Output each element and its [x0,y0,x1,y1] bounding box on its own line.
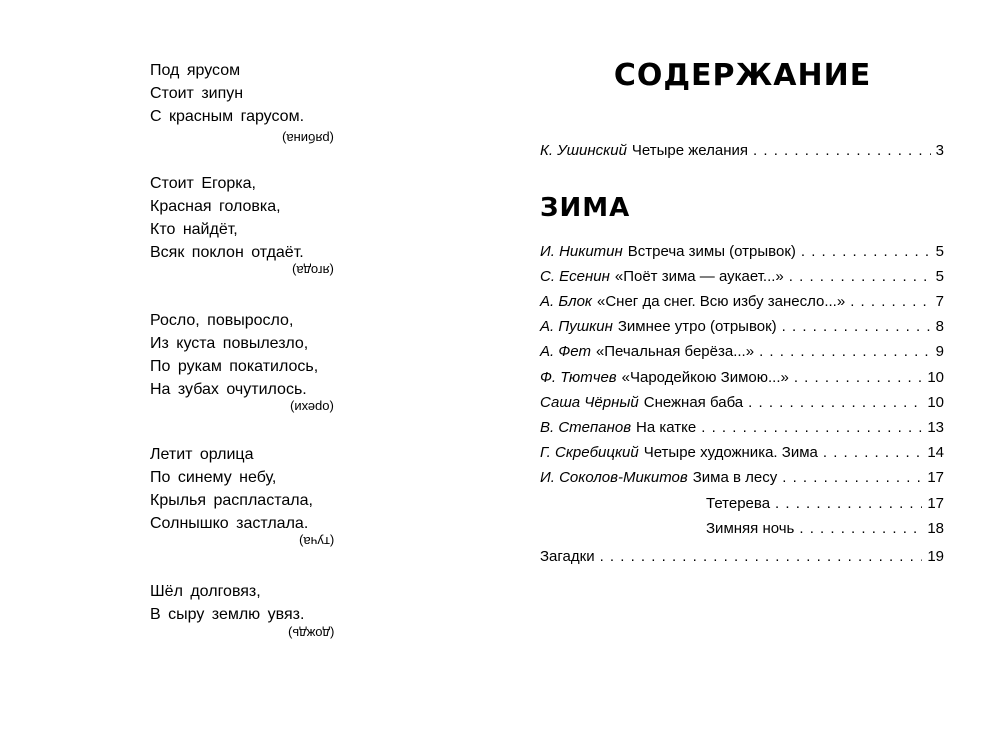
toc-leader [782,466,922,490]
toc-leader [782,315,931,339]
section-heading: ЗИМА [540,193,631,223]
toc-title-text: Загадки [540,548,595,565]
toc-leader [801,240,931,264]
riddle-4 [150,443,350,549]
toc-leader [850,290,930,314]
toc-author: А. Блок [540,293,592,310]
toc-leader [799,517,922,541]
toc-entry[interactable] [540,315,944,339]
toc-title-text: «Чародейкою Зимою...» [621,369,789,386]
riddle-line: Стоит Егорка, [150,175,256,192]
riddle-line: По рукам покатилось, [150,358,319,375]
toc-entry[interactable] [540,545,944,569]
toc-leader [794,366,922,390]
toc-author: В. Степанов [540,419,632,436]
toc-leader [701,416,922,440]
toc-page-number: 5 [935,243,944,260]
toc-title-text: «Снег да снег. Всю избу занесло...» [597,293,846,310]
toc-author: К. Ушинский [540,142,627,159]
riddle-line: На зубах очутилось. [150,381,307,398]
riddle-line: По синему небу, [150,469,277,486]
riddle-line: Летит орлица [150,446,254,463]
toc-author: Ф. Тютчев [540,369,617,386]
riddle-line: Стоит зипун [150,85,244,102]
toc-entry[interactable] [540,416,944,440]
toc-leader [759,340,931,364]
riddle-answer: (орехи) [290,400,334,415]
riddle-answer: (ягода) [292,263,334,278]
toc-author: И. Соколов-Микитов [540,469,688,486]
toc-title-text: Четыре желания [631,142,749,159]
toc-author: А. Фет [540,343,591,360]
riddle-answer: (дождь) [287,626,334,641]
toc-entry[interactable] [540,290,944,314]
toc-entry[interactable] [706,517,944,541]
toc-leader [753,139,931,163]
riddle-answer: (туча) [298,534,334,549]
riddle-line: В сыру землю увяз. [150,606,305,623]
riddle-answer: (рябина) [282,131,334,146]
toc-leader [775,492,922,516]
toc-page-number: 17 [927,469,944,486]
toc-title-text: Зимнее утро (отрывок) [617,318,777,335]
toc-author: А. Пушкин [540,318,613,335]
toc-entry[interactable] [706,492,944,516]
toc-entry[interactable] [540,139,944,163]
riddle-line: Крылья распластала, [150,492,313,509]
toc-entry[interactable] [540,391,944,415]
toc-title-text: На катке [636,419,697,436]
riddle-3 [150,309,350,415]
riddle-5 [150,580,350,641]
riddle-line: С красным гарусом. [150,108,305,125]
toc-title-text: Тетерева [706,495,771,512]
toc-author: С. Есенин [540,268,610,285]
riddle-line: Всяк поклон отдаёт. [150,244,304,261]
toc-entry[interactable] [540,366,944,390]
toc-title-text: Зимняя ночь [706,520,795,537]
toc-entry[interactable] [540,441,944,465]
toc-page-number: 8 [935,318,944,335]
toc-author: И. Никитин [540,243,623,260]
toc-page-number: 13 [927,419,944,436]
toc-page-number: 10 [927,394,944,411]
toc-title-text: «Печальная берёза...» [595,343,755,360]
riddle-line: Кто найдёт, [150,221,238,238]
toc-page-number: 3 [935,142,944,159]
toc-author: Г. Скребицкий [540,444,639,461]
toc-page-number: 14 [927,444,944,461]
toc-entry[interactable] [540,265,944,289]
toc-title-text: «Поёт зима — аукает...» [614,268,784,285]
riddle-line: Красная головка, [150,198,281,215]
toc-entry[interactable] [540,340,944,364]
toc-title-text: Зима в лесу [692,469,778,486]
toc-leader [600,545,923,569]
toc-page-number: 10 [927,369,944,386]
riddle-1 [150,59,350,146]
toc-page-number: 9 [935,343,944,360]
riddle-line: Из куста повылезло, [150,335,309,352]
toc-page-number: 7 [935,293,944,310]
toc-page-number: 5 [935,268,944,285]
toc-page-number: 18 [927,520,944,537]
riddle-2 [150,172,350,278]
toc-title-text: Снежная баба [643,394,744,411]
toc-title-text: Встреча зимы (отрывок) [627,243,796,260]
toc-leader [748,391,922,415]
riddle-line: Под ярусом [150,62,241,79]
toc-title-text: Четыре художника. Зима [643,444,818,461]
toc-page-number: 19 [927,548,944,565]
toc-page-number: 17 [927,495,944,512]
toc-entry[interactable] [540,466,944,490]
toc-leader [789,265,931,289]
riddle-line: Солнышко застлала. [150,515,309,532]
toc-author: Саша Чёрный [540,394,639,411]
riddle-line: Росло, повыросло, [150,312,294,329]
riddle-line: Шёл долговяз, [150,583,261,600]
toc-entry[interactable] [540,240,944,264]
page-title: СОДЕРЖАНИЕ [613,58,872,93]
toc-leader [823,441,922,465]
